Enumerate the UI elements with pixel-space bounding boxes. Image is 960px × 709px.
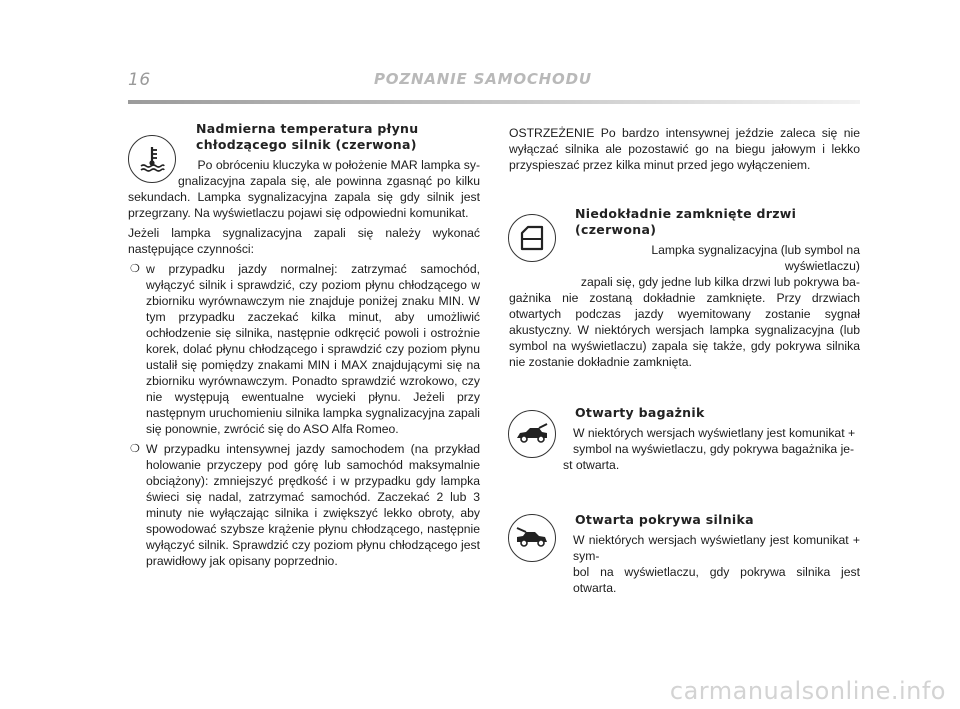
page-number: 16	[128, 70, 151, 90]
watermark: carmanualsonline.info	[669, 677, 946, 705]
doors-intro-line2: zapali się, gdy jedne lub kilka drzwi lub pokrywa ba-	[580, 275, 860, 289]
bullet-text: w przypadku jazdy normalnej: zatrzymać samochód, wyłączyć silnik i sprawdzić, czy poziom płynu chłodzącego w zbiorniku wyrównawczym nie znajduje poniżej znaku MIN. W tym przypadku zaczekać kilka minut, aby umożliwić ochłodzenie się silnika, następnie odkręcić powoli i ostrożnie korek, dolać płynu chłodzącego i sprawdzić czy poziom płynu ustalił się pomiędzy znakami MIN i MAX znajdującymi się na zbiorniku wyrównawczym. Ponadto sprawdzić wzrokowo, czy nie występują ewentualne wycieki płynu. Jeżeli przy następnym uruchomieniu silnika lampka sygnalizacyjna zapali się ponownie, zwrócić się do ASO Alfa Romeo.	[146, 262, 480, 436]
doors-heading-line2: (czerwona)	[575, 222, 657, 237]
header-rule	[128, 100, 860, 104]
coolant-paragraph2: Jeżeli lampka sygnalizacyjna zapali się należy wykonać następujące czynności:	[128, 226, 480, 256]
hood-line2: bol na wyświetlaczu, gdy pokrywa silnika jest otwarta.	[573, 565, 860, 595]
trunk-section	[509, 405, 860, 473]
doors-intro-line1: Lampka sygnalizacyjna (lub symbol na wyświetlaczu)	[651, 243, 860, 273]
hood-line1: W niektórych wersjach wyświetlany jest komunikat + sym-	[573, 533, 860, 563]
doors-intro-rest: gażnika nie zostaną dokładnie zamknięte. Przy drzwiach otwartych podczas jazdy wyemitowany zostanie sygnał akustyczny. W niektórych wersjach lampka sygnalizacyjna (lub symbol na wyświetlaczu) zapala się także, gdy pokrywa silnika nie zostanie dokładnie zamknięta.	[509, 291, 860, 369]
coolant-intro-line1: Po obróceniu kluczyka w położenie MAR lampka sy-	[197, 158, 480, 172]
right-column	[509, 125, 860, 173]
list-item	[128, 261, 480, 437]
warning-paragraph: OSTRZEŻENIE Po bardzo intensywnej jeździe zaleca się nie wyłączać silnika ale pozostawić go na biegu jałowym i lekko przyspieszać przez kilka minut przed jego wyłączeniem.	[509, 126, 860, 172]
left-column	[128, 121, 480, 569]
trunk-line3: st otwarta.	[563, 458, 620, 472]
hood-section	[509, 512, 860, 596]
bullet-text: W przypadku intensywnej jazdy samochodem (na przykład holowanie przyczepy pod górę lub samochód maksymalnie obciążony): zmniejszyć prędkość i w przypadku gdy lampka świeci się nadal, zatrzymać samochód. Zaczekać 2 lub 3 minuty nie wyłączając silnika i zwiększyć lekko obroty, aby spowodować szybsze krążenie płynu chłodzącego, następnie wyłączyć silnik. Sprawdzić czy poziom płynu chłodzącego jest prawidłowy jak opisany poprzednio.	[146, 442, 480, 568]
doors-section	[509, 206, 860, 370]
trunk-line2: symbol na wyświetlaczu, gdy pokrywa bagażnika je-	[573, 442, 855, 456]
coolant-intro-rest: gnalizacyjna zapala się, ale powinna zgasnąć po kilku sekundach. Lampka sygnalizacyjna zapala się gdy silnik jest przegrzany. Na wyświetlaczu pojawi się odpowiedni komunikat.	[128, 174, 480, 220]
page-title: POZNANIE SAMOCHODU	[374, 70, 592, 88]
coolant-heading-line2: chłodzącego silnik (czerwona)	[196, 137, 417, 152]
hood-heading: Otwarta pokrywa silnika	[575, 512, 754, 527]
bullet-icon: ❍	[130, 443, 140, 455]
bullet-icon: ❍	[130, 263, 140, 275]
doors-heading-line1: Niedokładnie zamknięte drzwi	[575, 206, 797, 221]
trunk-line1: W niektórych wersjach wyświetlany jest komunikat +	[573, 426, 856, 440]
list-item	[128, 441, 480, 569]
trunk-heading: Otwarty bagażnik	[575, 405, 705, 420]
coolant-heading-line1: Nadmierna temperatura płynu	[196, 121, 419, 136]
